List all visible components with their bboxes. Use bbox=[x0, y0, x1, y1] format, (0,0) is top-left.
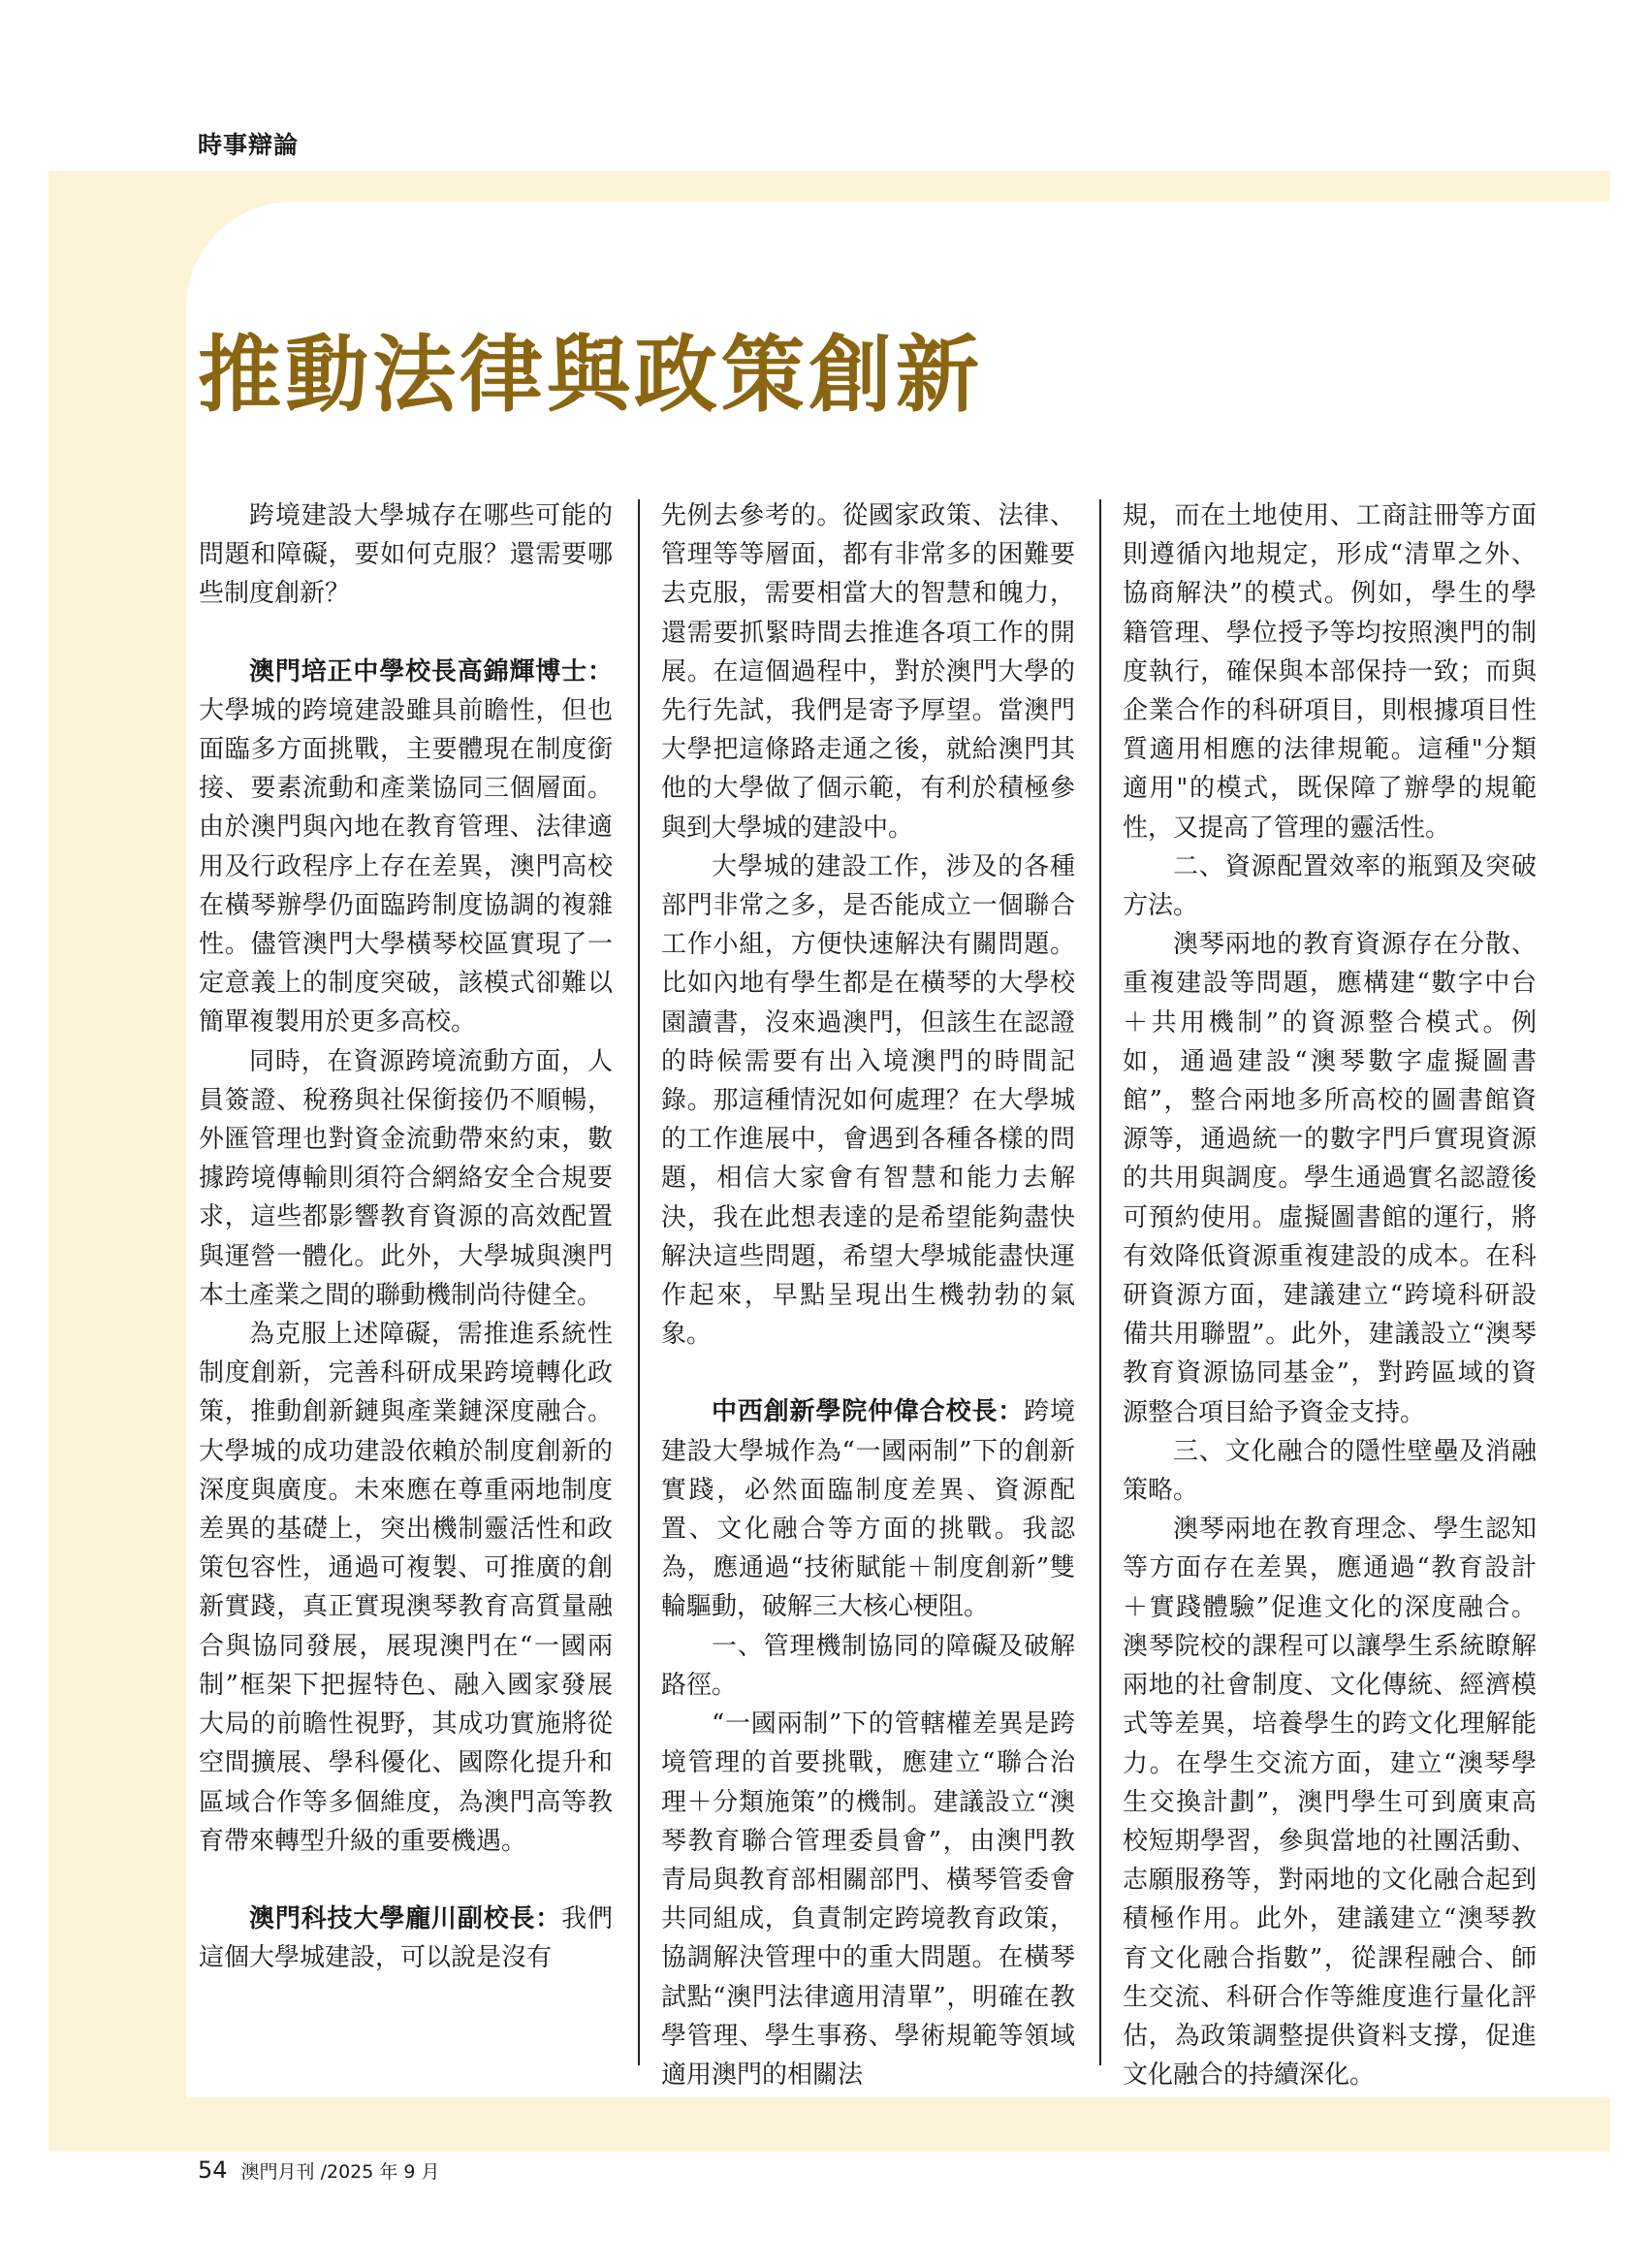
answer-paragraph bbox=[199, 653, 613, 1042]
question-paragraph: 跨境建設大學城存在哪些可能的問題和障礙，要如何克服？還需要哪些制度創新？ bbox=[199, 501, 613, 609]
subheading-paragraph: 二、資源配置效率的瓶頸及突破方法。 bbox=[1123, 851, 1537, 921]
body-paragraph: 澳琴兩地在教育理念、學生認知等方面存在差異，應通過“教育設計＋實踐體驗”促進文化的深度融合。澳琴院校的課程可以讓學生系統瞭解兩地的社會制度、文化傳統、經濟模式等差異，培養學生的跨文化理解能力。在學生交流方面，建立“澳琴學生交換計劃”，澳門學生可到廣東高校短期學習，參與當地的社團活動、志願服務等，對兩地的文化融合起到積極作用。此外，建議建立“澳琴教育文化融合指數”，從課程融合、師生交流、科研合作等維度進行量化評估，為政策調整提供資料支撐，促進文化融合的持續深化。 bbox=[1123, 1515, 1537, 2091]
text-column-1 bbox=[199, 496, 613, 2067]
column-divider bbox=[1099, 499, 1101, 2065]
text-column-2 bbox=[661, 496, 1075, 2090]
body-paragraph: “一國兩制”下的管轄權差異是跨境管理的首要挑戰，應建立“聯合治理＋分類施策”的機制。建議設立“澳琴教育聯合管理委員會”，由澳門教青局與教育部相關部門、橫琴管委會共同組成，負責制定跨境教育政策，協調解決管理中的重大問題。在橫琴試點“澳門法律適用清單”，明確在教學管理、學生事務、學術規範等領域適用澳門的相關法 bbox=[661, 1709, 1075, 2090]
speaker-name: 中西創新學院仲偉合校長： bbox=[712, 1397, 1025, 1427]
body-paragraph: 先例去參考的。從國家政策、法律、管理等等層面，都有非常多的困難要去克服，需要相當大的智慧和魄力，還需要抓緊時間去推進各項工作的開展。在這個過程中，對於澳門大學的先行先試，我們是寄予厚望。當澳門大學把這條路走通之後，就給澳門其他的大學做了個示範，有利於積極參與到大學城的建設中。 bbox=[661, 501, 1075, 843]
answer-paragraph bbox=[661, 1392, 1075, 1626]
body-paragraph: 大學城的建設工作，涉及的各種部門非常之多，是否能成立一個聯合工作小組，方便快速解決有關問題。比如內地有學生都是在橫琴的大學校園讀書，沒來過澳門，但該生在認證的時候需要有出入境澳門的時間記錄。那這種情況如何處理？在大學城的工作進展中，會遇到各種各樣的問題，相信大家會有智慧和能力去解決，我在此想表達的是希望能夠盡快解決這些問題，希望大學城能盡快運作起來，早點呈現出生機勃勃的氣象。 bbox=[661, 851, 1075, 1350]
speaker-name: 澳門培正中學校長高錦輝博士： bbox=[249, 656, 613, 687]
publication-info: 澳門月刊 /2025 年 9 月 bbox=[240, 2161, 440, 2183]
column-divider bbox=[638, 499, 640, 2065]
text-column-3 bbox=[1123, 496, 1537, 2091]
speaker-name: 澳門科技大學龐川副校長： bbox=[249, 1903, 562, 1933]
answer-text: 跨境建設大學城作為“一國兩制”下的創新實踐，必然面臨制度差異、資源配置、文化融合等方面的挑戰。我認為，應通過“技術賦能＋制度創新”雙輪驅動，破解三大核心梗阻。 bbox=[661, 1397, 1075, 1622]
answer-text: 大學城的跨境建設雖具前瞻性，但也面臨多方面挑戰，主要體現在制度銜接、要素流動和產業協同三個層面。由於澳門與內地在教育管理、法律適用及行政程序上存在差異，澳門高校在橫琴辦學仍面臨跨制度協調的複雜性。儘管澳門大學橫琴校區實現了一定意義上的制度突破，該模式卻難以簡單複製用於更多高校。 bbox=[199, 695, 613, 1038]
body-paragraph: 同時，在資源跨境流動方面，人員簽證、稅務與社保銜接仍不順暢，外匯管理也對資金流動帶來約束，數據跨境傳輸則須符合網絡安全合規要求，這些都影響教育資源的高效配置與運營一體化。此外，大學城與澳門本土產業之間的聯動機制尚待健全。 bbox=[199, 1046, 613, 1310]
answer-text: 我們這個大學城建設，可以說是沒有 bbox=[199, 1903, 613, 1973]
subheading-paragraph: 一、管理機制協同的障礙及破解路徑。 bbox=[661, 1631, 1075, 1700]
subheading-paragraph: 三、文化融合的隱性壁壘及消融策略。 bbox=[1123, 1436, 1537, 1506]
body-paragraph: 為克服上述障礙，需推進系統性制度創新，完善科研成果跨境轉化政策，推動創新鏈與產業鏈深度融合。大學城的成功建設依賴於制度創新的深度與廣度。未來應在尊重兩地制度差異的基礎上，突出機制靈活性和政策包容性，通過可複製、可推廣的創新實踐，真正實現澳琴教育高質量融合與協同發展，展現澳門在“一國兩制”框架下把握特色、融入國家發展大局的前瞻性視野，其成功實施將從空間擴展、學科優化、國際化提升和區域合作等多個維度，為澳門高等教育帶來轉型升級的重要機遇。 bbox=[199, 1320, 613, 1856]
body-paragraph: 規，而在土地使用、工商註冊等方面則遵循內地規定，形成“清單之外、協商解決”的模式。例如，學生的學籍管理、學位授予等均按照澳門的制度執行，確保與本部保持一致；而與企業合作的科研項目，則根據項目性質適用相應的法律規範。這種"分類適用"的模式，既保障了辦學的規範性，又提高了管理的靈活性。 bbox=[1123, 501, 1537, 843]
page-footer bbox=[198, 2156, 440, 2184]
page-number: 54 bbox=[198, 2156, 228, 2184]
body-paragraph: 澳琴兩地的教育資源存在分散、重複建設等問題，應構建“數字中台＋共用機制”的資源整合模式。例如，通過建設“澳琴數字虛擬圖書館”，整合兩地多所高校的圖書館資源等，通過統一的數字門戶實現資源的共用與調度。學生通過實名認證後可預約使用。虛擬圖書館的運行，將有效降低資源重複建設的成本。在科研資源方面，建議建立“跨境科研設備共用聯盟”。此外，建議設立“澳琴教育資源協同基金”，對跨區域的資源整合項目給予資金支持。 bbox=[1123, 930, 1537, 1427]
answer-paragraph bbox=[199, 1900, 613, 1977]
section-label: 時事辯論 bbox=[198, 131, 300, 159]
article-title: 推動法律與政策創新 bbox=[198, 327, 983, 424]
